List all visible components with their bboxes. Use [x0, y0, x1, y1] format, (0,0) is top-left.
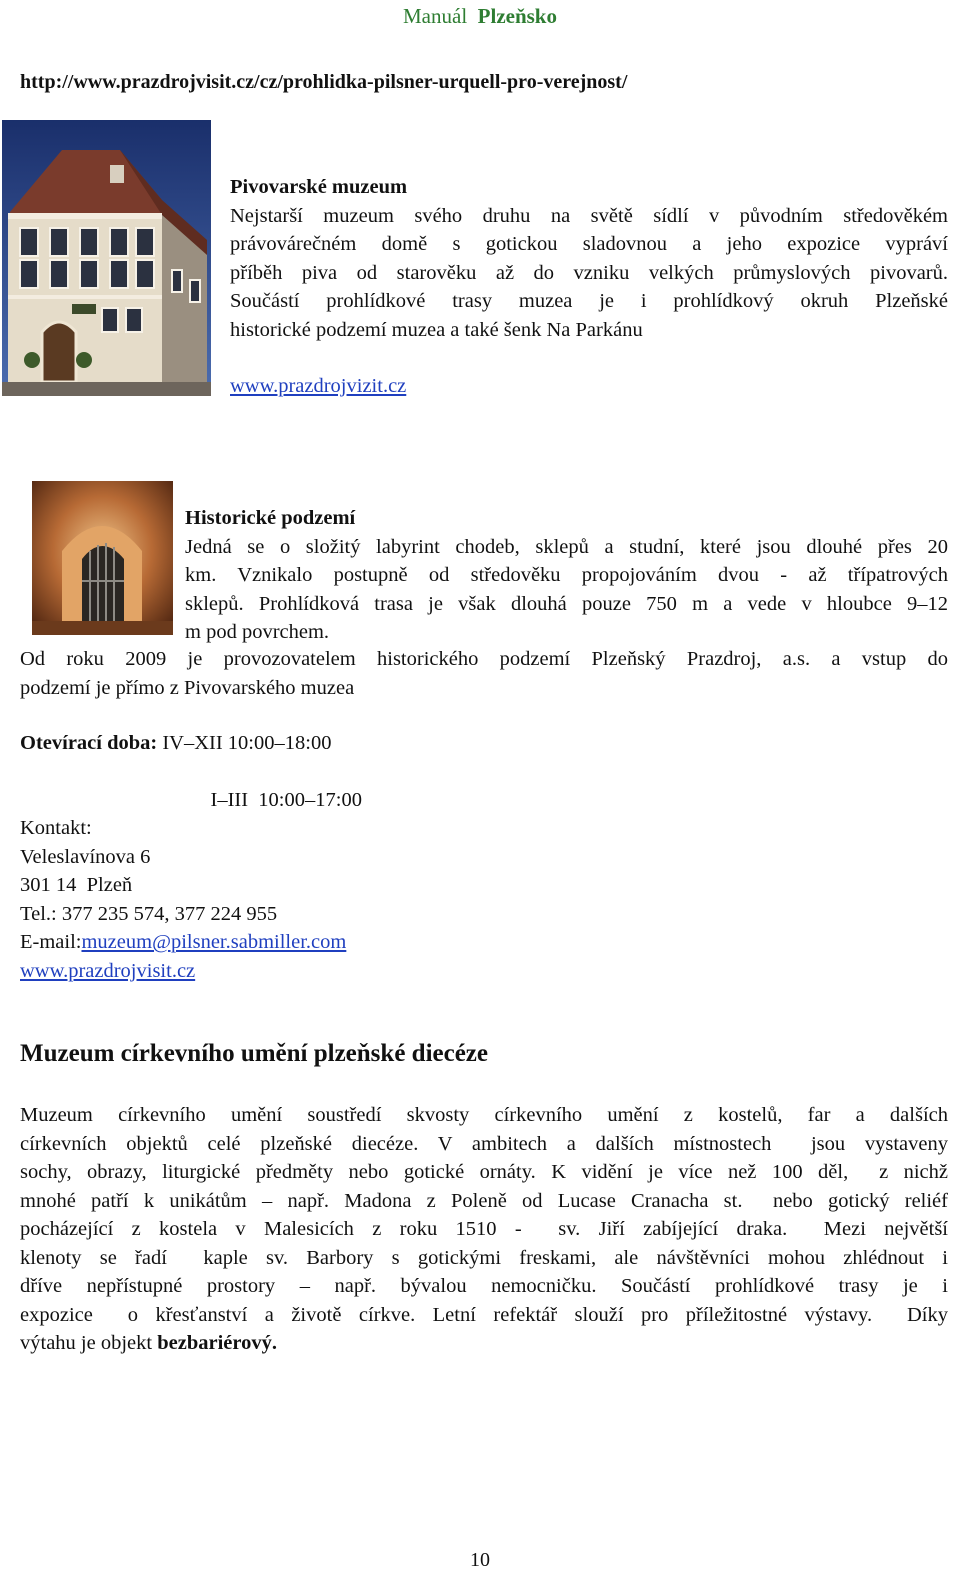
contact-block	[20, 814, 620, 985]
underground-operator	[20, 645, 948, 702]
paragraph-line: mnohé patří k unikátům – např. Madona z Poleně od Lucase Cranacha st. nebo gotický reliéf	[20, 1189, 948, 1212]
contact-city: 301 14 Plzeň	[20, 874, 133, 896]
underground-section	[185, 504, 948, 647]
paragraph-line: dříve nepřístupné prostory – např. bývalou nemocničku. Součástí prohlídkové trasy je i	[20, 1275, 948, 1297]
paragraph-line: historické podzemí muzea a také šenk Na Parkánu	[230, 318, 643, 341]
underground-photo	[32, 481, 173, 635]
source-url[interactable]: http://www.prazdrojvisit.cz/cz/prohlidka-pilsner-urquell-pro-verejnost/	[20, 71, 628, 93]
website-link[interactable]: www.prazdrojvisit.cz	[20, 959, 196, 982]
email-link[interactable]: muzeum@pilsner.sabmiller.com	[81, 931, 347, 953]
paragraph-line: Součástí prohlídkové trasy muzea je i prohlídkový okruh Plzeňské	[230, 290, 948, 312]
brewery-museum-section	[230, 173, 948, 344]
page-number: 10	[470, 1549, 490, 1571]
paragraph-line: Od roku 2009 je provozovatelem historického podzemí Plzeňský Prazdroj, a.s. a vstup do	[20, 648, 948, 670]
header-manual: Manuál	[403, 4, 468, 28]
paragraph-line: Jedná se o složitý labyrint chodeb, sklepů a studní, které jsou dlouhé přes 20	[185, 535, 948, 558]
paragraph-line: církevních objektů celé plzeňské diecéze. V ambitech a dalších místnostech jsou vystaveny	[20, 1132, 948, 1155]
header-region: Plzeňsko	[477, 4, 557, 28]
paragraph-line: Muzeum církevního umění soustředí skvosty církevního umění z kostelů, far a dalších	[20, 1104, 948, 1126]
paragraph-line: expozice o křesťanství a životě církve. Letní refektář slouží pro příležitostné výstavy. Díky	[20, 1303, 948, 1326]
barrier-free-label: bezbariérový.	[157, 1332, 277, 1354]
brewery-museum-photo	[2, 120, 211, 396]
brewery-museum-title: Pivovarské muzeum	[230, 176, 408, 198]
brewery-museum-description	[230, 202, 948, 345]
paragraph-line: m pod povrchem.	[185, 621, 330, 643]
paragraph-line: právovárečném domě s gotickou sladovnou a jeho expozice vypráví	[230, 233, 948, 255]
contact-label: Kontakt:	[20, 817, 92, 839]
diocese-museum-description	[20, 1101, 948, 1358]
page-header	[0, 2, 960, 31]
paragraph-line: klenoty se řadí kaple sv. Barbory s gotickými freskami, ale návštěvníci mohou zhlédnout i	[20, 1246, 948, 1269]
opening-hours-label: Otevírací doba:	[20, 732, 158, 754]
email-label: E-mail:	[20, 931, 82, 953]
diocese-museum-title: Muzeum církevního umění plzeňské diecéze	[20, 1040, 488, 1067]
paragraph-line: pocházející z kostela v Malesicích z roku 1510 - sv. Jiří zabíjející draka. Mezi největší	[20, 1218, 948, 1240]
contact-phone: Tel.: 377 235 574, 377 224 955	[20, 902, 278, 925]
paragraph-line: podzemí je přímo z Pivovarského muzea	[20, 676, 355, 699]
prazdroj-vizit-link[interactable]: www.prazdrojvizit.cz	[230, 375, 407, 397]
opening-hours-winter: I–III 10:00–17:00	[210, 789, 362, 811]
paragraph-line: příběh piva od starověku až do vzniku velkých průmyslových pivovarů.	[230, 261, 948, 284]
opening-hours-summer: IV–XII 10:00–18:00	[162, 732, 332, 754]
paragraph-line: km. Vznikalo postupně od středověku propojováním dvou - až třípatrových	[185, 564, 948, 586]
paragraph-line: Nejstarší muzeum svého druhu na světě sídlí v původním středověkém	[230, 204, 948, 227]
underground-title: Historické podzemí	[185, 507, 356, 529]
paragraph-line: sklepů. Prohlídková trasa je však dlouhá pouze 750 m a vede v hloubce 9–12	[185, 592, 948, 615]
contact-street: Veleslavínova 6	[20, 845, 151, 868]
paragraph-line: výtahu je objekt	[20, 1332, 158, 1354]
paragraph-line: sochy, obrazy, liturgické předměty nebo gotické ornáty. K vidění je více než 100 děl, z nichž	[20, 1161, 948, 1183]
